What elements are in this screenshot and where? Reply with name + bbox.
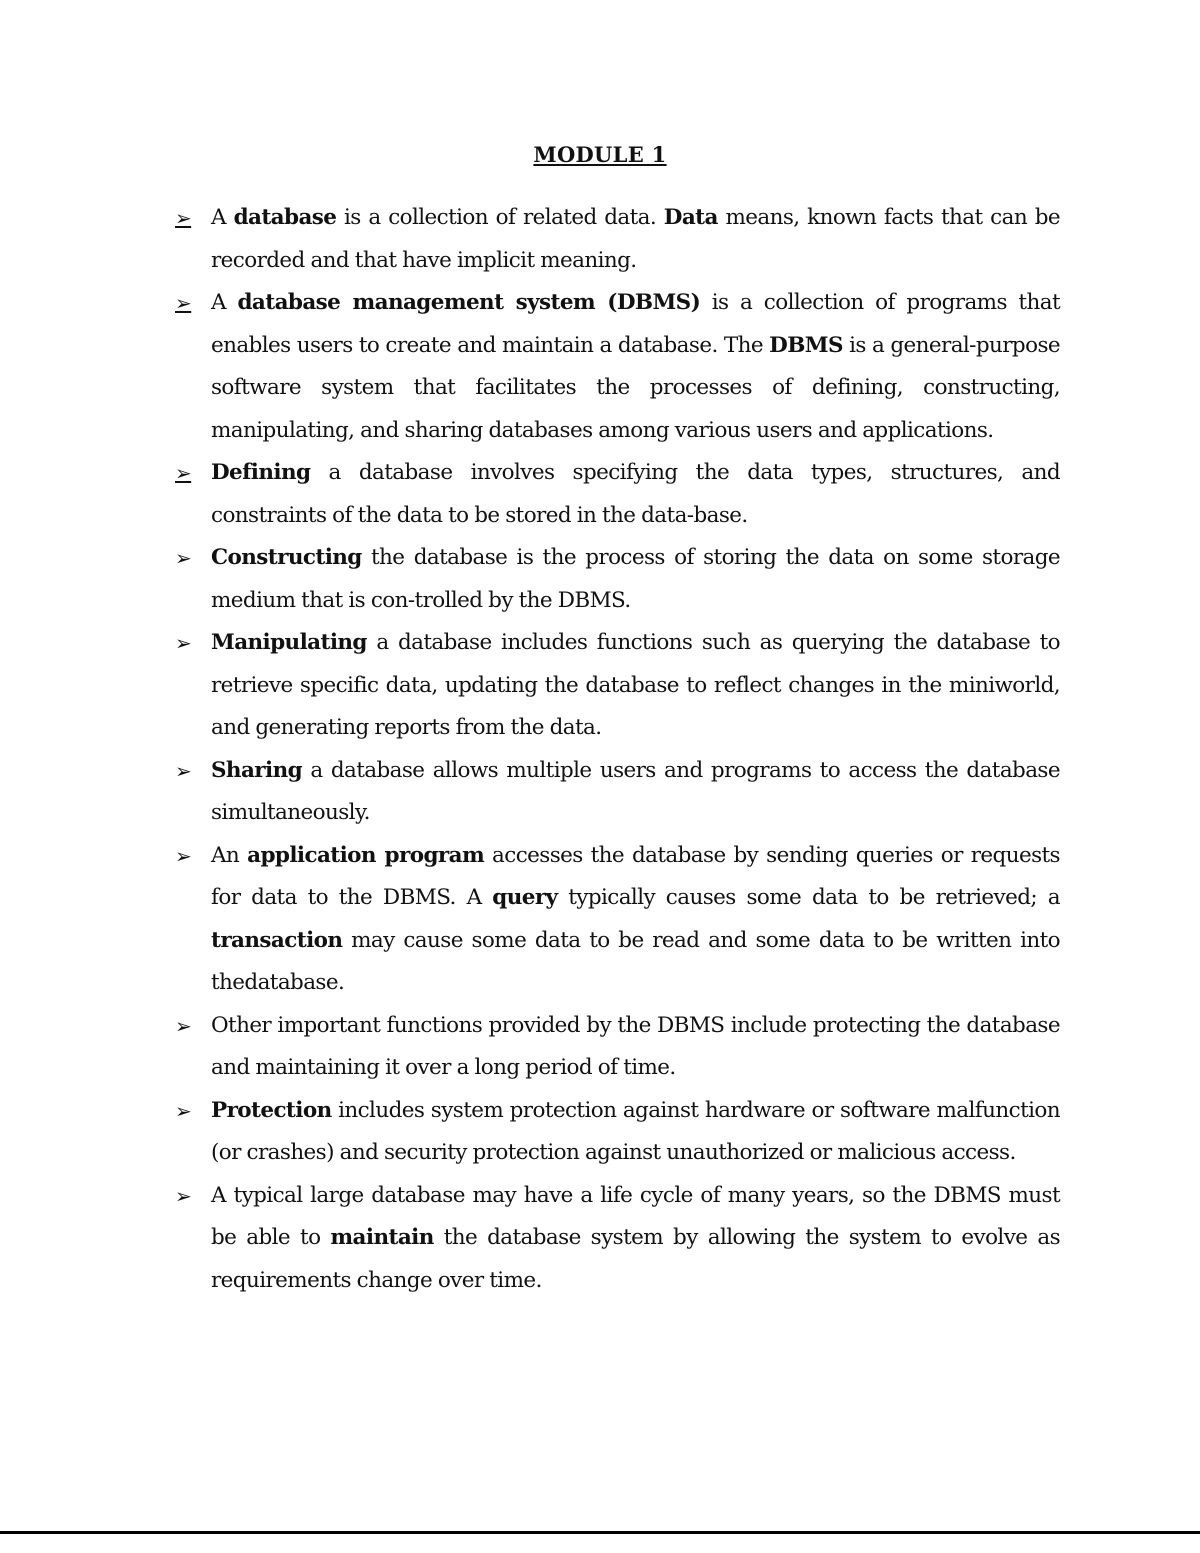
text-run: is a collection of related data. [336, 205, 664, 230]
arrowhead-bullet-icon: ➢ [175, 291, 192, 315]
text-run: a database includes functions such as querying the database to retrieve specific data, updating the database to reflect changes in the miniworld, and generating reports from the data. [211, 630, 1060, 740]
arrowhead-bullet-icon: ➢ [175, 758, 192, 783]
text-run: a database allows multiple users and programs to access the database simultaneously. [211, 757, 1060, 825]
bold-term: maintain [330, 1225, 434, 1250]
bold-term: query [492, 885, 558, 910]
text-run: Other important functions provided by the DBMS include protecting the database and maintaining it over a long period of time. [211, 1012, 1060, 1080]
bullet-item [175, 452, 1060, 537]
page-title: MODULE 1 [533, 142, 667, 167]
arrowhead-bullet-icon: ➢ [175, 461, 192, 485]
text-run: A [211, 290, 238, 315]
bold-term: Constructing [211, 545, 362, 570]
bold-term: Manipulating [211, 630, 367, 655]
bold-term: database management system (DBMS) [237, 290, 701, 315]
bold-term: DBMS [769, 332, 843, 358]
text-run: An [211, 842, 248, 868]
bullet-item [175, 750, 1060, 835]
text-run: may cause some data to be read and some data to be written into thedatabase. [211, 927, 1060, 995]
text-run: A typical large database may have a life cycle of many years, so the DBMS must be able to [211, 1182, 1060, 1250]
text-run: includes system protection against hardware or software malfunction (or crashes) and security protection against unauthorized or malicious access. [211, 1097, 1060, 1165]
footer-divider [0, 1531, 1200, 1534]
text-run: the database is the process of storing the data on some storage medium that is con-trolled by the DBMS. [211, 545, 1060, 613]
arrowhead-bullet-icon: ➢ [175, 1013, 192, 1038]
bullet-item [175, 1005, 1060, 1090]
bold-term: Defining [211, 460, 311, 485]
bold-term: transaction [211, 927, 343, 953]
arrowhead-bullet-icon: ➢ [175, 546, 192, 570]
text-run: a database involves specifying the data types, structures, and constraints of the data to be stored in the data-base. [211, 460, 1060, 528]
bullet-item [175, 622, 1060, 750]
bold-term: application program [247, 842, 485, 868]
bullet-item [175, 197, 1060, 282]
bullet-item [175, 537, 1060, 622]
bold-term: Sharing [211, 757, 303, 783]
bold-term: database [233, 205, 337, 230]
bullet-item [175, 282, 1060, 452]
arrowhead-bullet-icon: ➢ [175, 631, 192, 655]
arrowhead-bullet-icon: ➢ [175, 206, 192, 230]
bold-term: Protection [211, 1097, 332, 1123]
text-run: means, known facts that can be recorded and that have implicit meaning. [211, 205, 1061, 273]
text-run: the database system by allowing the system to evolve as requirements change over time. [211, 1225, 1061, 1293]
bullet-item [175, 1090, 1060, 1175]
bullet-item [175, 835, 1060, 1005]
arrowhead-bullet-icon: ➢ [175, 1098, 192, 1123]
text-run: typically causes some data to be retrieved; a [557, 885, 1060, 910]
arrowhead-bullet-icon: ➢ [175, 843, 192, 868]
arrowhead-bullet-icon: ➢ [175, 1183, 192, 1208]
bold-term: Data [663, 205, 718, 230]
text-run: is a collection of programs that enables users to create and maintain a database. The [211, 290, 1060, 358]
bullet-list [175, 197, 1060, 1302]
bullet-item [175, 1175, 1060, 1303]
text-run: A [211, 205, 234, 230]
text-run: is a general-purpose software system that facilitates the processes of defining, constructing, manipulating, and sharing databases among various users and applications. [211, 332, 1060, 443]
text-run: accesses the database by sending queries or requests for data to the DBMS. A [211, 842, 1060, 910]
